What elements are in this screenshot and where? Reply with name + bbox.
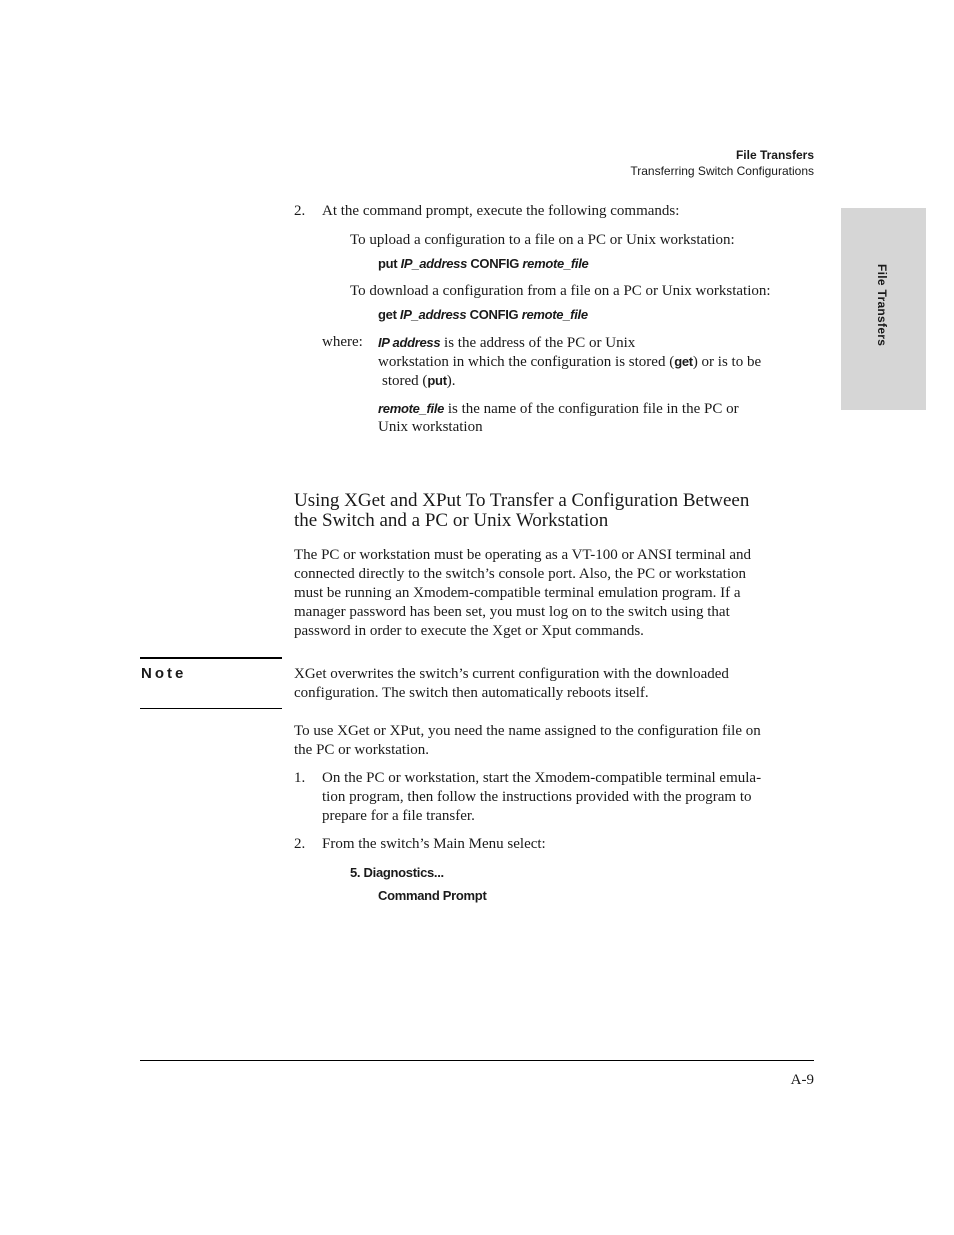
page-number: A-9 xyxy=(790,1072,814,1088)
menu-item-diagnostics: 5. Diagnostics... xyxy=(350,865,444,880)
step-number: 1. xyxy=(294,770,306,786)
remote-file-definition-line2: Unix workstation xyxy=(378,419,483,435)
cmd-arg-file: remote_file xyxy=(521,307,588,322)
cmd-arg-ip: IP_address xyxy=(400,256,467,271)
running-header-section: Transferring Switch Configurations xyxy=(630,164,814,178)
cmd-keyword: CONFIG xyxy=(470,256,520,271)
download-command xyxy=(378,307,588,322)
download-intro: To download a configuration from a file on a PC or Unix workstation: xyxy=(350,283,771,299)
usage-paragraph: To use XGet or XPut, you need the name assigned to the configuration file on the PC or workstation. xyxy=(294,723,761,758)
footer-rule xyxy=(140,1060,814,1061)
chapter-side-tab xyxy=(841,208,926,410)
step-text: At the command prompt, execute the following commands: xyxy=(322,203,680,219)
note-label: Note xyxy=(141,665,187,682)
cmd-verb: get xyxy=(378,307,397,322)
note-bottom-rule xyxy=(140,708,282,709)
remote-file-term: remote_file xyxy=(378,401,445,416)
step-number: 2. xyxy=(294,836,306,852)
ip-address-term: IP address xyxy=(378,335,441,350)
cmd-keyword: CONFIG xyxy=(469,307,519,322)
ip-address-definition-line3: stored (put). xyxy=(382,373,456,389)
note-text: XGet overwrites the switch’s current configuration with the downloaded configuration. The switch then automatically reboots itself. xyxy=(294,666,729,701)
menu-item-command-prompt: Command Prompt xyxy=(378,888,487,903)
put-keyword: put xyxy=(427,373,447,388)
cmd-arg-file: remote_file xyxy=(522,256,589,271)
upload-intro: To upload a configuration to a file on a PC or Unix workstation: xyxy=(350,232,735,248)
step-text: From the switch’s Main Menu select: xyxy=(322,836,546,852)
cmd-arg-ip: IP_address xyxy=(399,307,467,322)
note-top-rule xyxy=(140,657,282,659)
ip-address-definition-line2: workstation in which the configuration is stored (get) or is to be xyxy=(378,354,762,370)
upload-command xyxy=(378,256,588,271)
step-text: On the PC or workstation, start the Xmodem-compatible terminal emula- tion program, then follow the instructions provided with the program to prepare for a file transfer. xyxy=(322,770,762,824)
get-keyword: get xyxy=(674,354,693,369)
where-label: where: xyxy=(322,334,363,350)
step-number: 2. xyxy=(294,203,306,219)
remote-file-definition-line1: remote_file is the name of the configuration file in the PC or xyxy=(378,401,739,417)
section-heading: Using XGet and XPut To Transfer a Configuration Between the Switch and a PC or Unix Workstation xyxy=(294,490,750,531)
cmd-verb: put xyxy=(378,256,398,271)
ip-address-definition-line1: IP address is the address of the PC or Unix xyxy=(378,335,636,351)
intro-paragraph: The PC or workstation must be operating as a VT-100 or ANSI terminal and connected directly to the switch’s console port. Also, the PC or workstation must be running an Xmodem-compatible terminal emulation program. If a manager password has been set, you must log on to the switch using that password in order to execute the Xget or Xput commands. xyxy=(294,547,752,639)
running-header-chapter: File Transfers xyxy=(735,148,814,162)
side-tab-label: File Transfers xyxy=(875,264,889,347)
